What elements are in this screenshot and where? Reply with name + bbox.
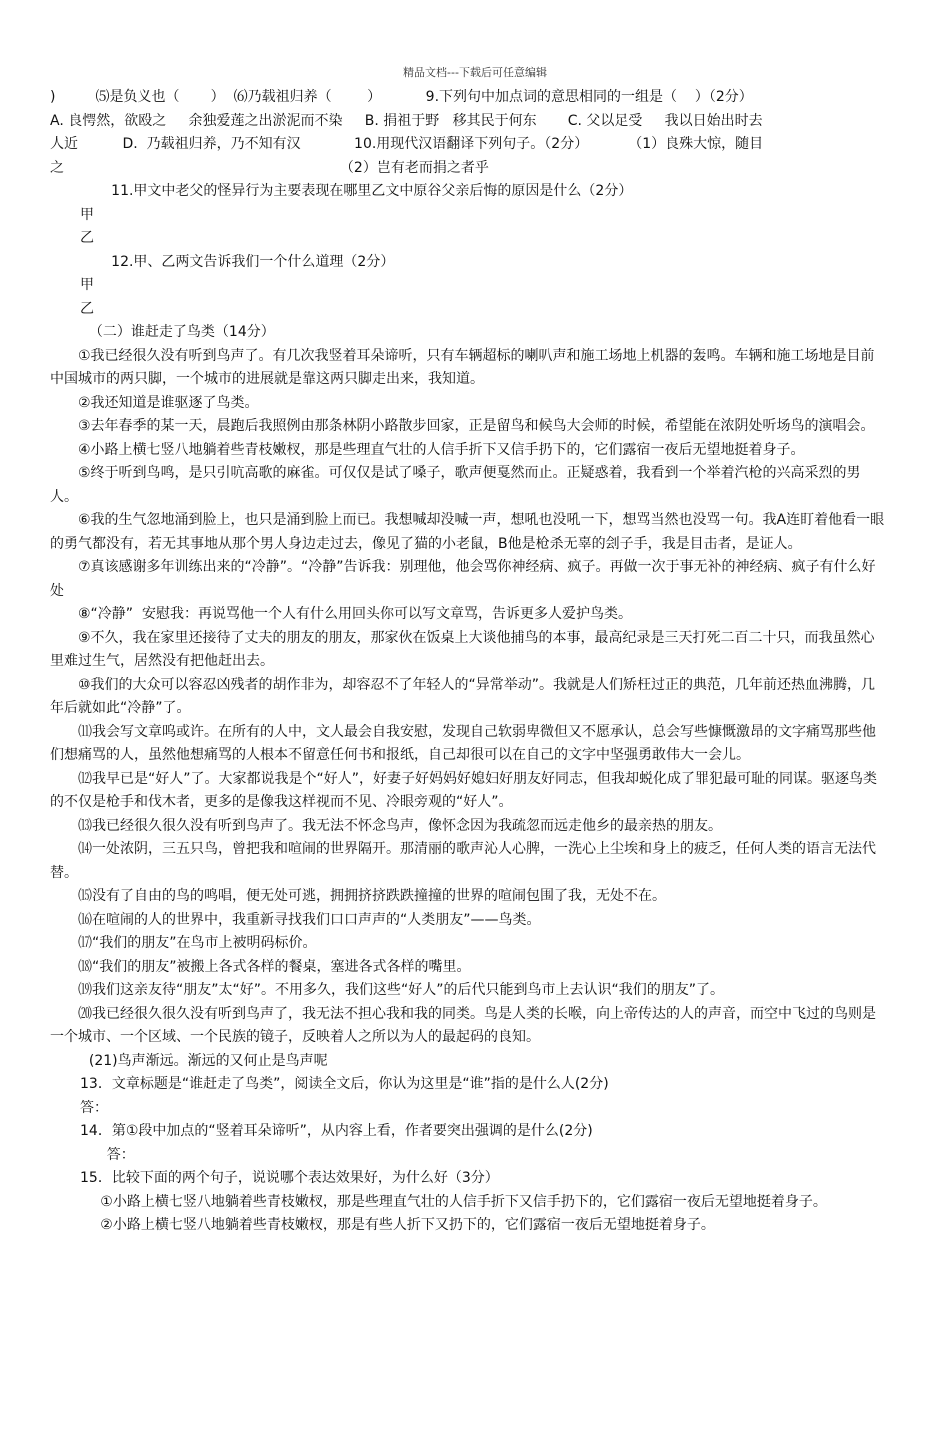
- text-paragraph: 甲: [80, 206, 94, 223]
- text-paragraph: ⒀我已经很久很久没有听到鸟声了。我无法不怀念鸟声，像怀念因为我疏忽而远走他乡的最亲热的朋友。: [78, 817, 722, 834]
- text-paragraph: 答：: [80, 1099, 108, 1116]
- text-paragraph: ⒇我已经很久很久没有听到鸟声了，我无法不担心我和我的同类。鸟是人类的长喉，向上帝传达的人的声音，而空中飞过的鸟则是一个城市、一个区域、一个民族的镜子，反映着人之所以为人的最起码的良知。: [50, 1005, 876, 1045]
- text-paragraph: 乙: [80, 230, 94, 246]
- text-paragraph: ⑥我的生气忽地涌到脸上，也只是涌到脸上而已。我想喊却没喊一声，想吼也没吼一下，想骂当然也没骂一句。我A连盯着他看一眼的勇气都没有，若无其事地从那个男人身边走过去，像见了猫的小老鼠，B他是枪杀无辜的刽子手，我是目击者，是证人。: [50, 512, 885, 552]
- text-paragraph: ③去年春季的某一天，晨跑后我照例由那条林阴小路散步回家，正是留鸟和候鸟大会师的时候，希望能在浓阴处听场鸟的演唱会。: [78, 418, 875, 434]
- text-paragraph: ⒂没有了自由的鸟的鸣唱，便无处可逃，拥拥挤挤跌跌撞撞的世界的喧闹包围了我，无处不在。: [78, 888, 666, 904]
- text-paragraph: ⒆我们这亲友待“朋友”太“好”。不用多久，我们这些“好人”的后代只能到鸟市上去认识“我们的朋友”了。: [78, 982, 725, 998]
- document-body: [50, 86, 888, 1238]
- text-paragraph: ⑩我们的大众可以容忍凶残者的胡作非为，却容忍不了年轻人的“异常举动”。我就是人们矫枉过正的典范，几年前还热血沸腾，几年后就如此“冷静”了。: [50, 676, 876, 716]
- text-paragraph: ⑨不久，我在家里还接待了丈夫的朋友的朋友，那家伙在饭桌上大谈他捕鸟的本事，最高纪录是三天打死二百二十只，而我虽然心里难过生气，居然没有把他赶出去。: [50, 629, 875, 669]
- text-paragraph: ⑾我会写文章呜或许。在所有的人中，文人最会自我安慰，发现自己软弱卑微但又不愿承认，总会写些慷慨激昂的文字痛骂那些他们想痛骂的人，虽然他想痛骂的人根本不留意任何书和报纸，自己却很可以在自己的文字中坚强勇敢伟大一会儿。: [50, 723, 876, 763]
- text-paragraph: (21)鸟声渐远。渐远的又何止是鸟声呢: [80, 1052, 328, 1069]
- text-paragraph: ) ⑸是负义也（ ） ⑹乃载祖归养（ ） 9.下列句中加点词的意思相同的一组是（ ）（2分）: [50, 89, 753, 105]
- text-paragraph: 14．第①段中加点的“竖着耳朵谛听”，从内容上看，作者要突出强调的是什么(2分): [80, 1123, 593, 1139]
- text-paragraph: A. 良愕然，欲殴之 余独爱莲之出淤泥而不染 B. 捐祖于野 移其民于何东 C. 父以足受 我以日始出时去: [50, 112, 763, 129]
- text-paragraph: ⒃在喧闹的人的世界中，我重新寻找我们口口声声的“人类朋友”——鸟类。: [78, 911, 541, 928]
- text-paragraph: （二）谁赶走了鸟类（14分）: [80, 324, 275, 340]
- text-paragraph: ⒅“我们的朋友”被搬上各式各样的餐桌，塞进各式各样的嘴里。: [78, 958, 471, 975]
- text-paragraph: ⑤终于听到鸟鸣，是只引吭高歌的麻雀。可仅仅是试了嗓子，歌声便戛然而止。正疑惑着，我看到一个举着汽枪的兴高采烈的男人。: [50, 465, 861, 505]
- text-paragraph: ①小路上横七竖八地躺着些青枝嫩杈，那是些理直气壮的人信手折下又信手扔下的，它们露宿一夜后无望地挺着身子。: [78, 1193, 827, 1210]
- text-paragraph: 人近 D. 乃载祖归养，乃不知有汉 10.用现代汉语翻译下列句子。（2分） （1）良殊大惊，随目: [50, 136, 764, 152]
- text-paragraph: ⑦真该感谢多年训练出来的“冷静”。“冷静”告诉我：别理他，他会骂你神经病、疯子。再做一次于事无补的神经病、疯子有什么好处: [50, 559, 876, 599]
- text-paragraph: ⑧“冷静” 安慰我：再说骂他一个人有什么用回头你可以写文章骂，告诉更多人爱护鸟类。: [78, 606, 632, 622]
- text-paragraph: ⒁一处浓阴，三五只鸟，曾把我和喧闹的世界隔开。那清丽的歌声沁人心脾，一洗心上尘埃和身上的疲乏，任何人类的语言无法代替。: [50, 841, 876, 881]
- text-paragraph: ⑿我早已是“好人”了。大家都说我是个“好人”，好妻子好妈妈好媳妇好朋友好同志，但我却蜕化成了罪犯最可耻的同谋。驱逐鸟类的不仅是枪手和伐木者，更多的是像我这样视而不见、冷眼旁观的“好人”。: [50, 770, 878, 810]
- text-paragraph: ②我还知道是谁驱逐了鸟类。: [78, 394, 259, 411]
- text-paragraph: 11.甲文中老父的怪异行为主要表现在哪里乙文中原谷父亲后悔的原因是什么（2分）: [80, 183, 633, 199]
- text-paragraph: 甲: [80, 277, 94, 293]
- text-paragraph: 之 （2）岂有老而捐之者乎: [50, 159, 489, 176]
- text-paragraph: ④小路上横七竖八地躺着些青枝嫩杈，那是些理直气壮的人信手折下又信手扔下的，它们露宿一夜后无望地挺着身子。: [78, 441, 805, 458]
- text-paragraph: ②小路上横七竖八地躺着些青枝嫩杈，那是有些人折下又扔下的，它们露宿一夜后无望地挺着身子。: [78, 1217, 715, 1233]
- text-paragraph: 15．比较下面的两个句子，说说哪个表达效果好，为什么好（3分）: [80, 1170, 499, 1186]
- text-paragraph: 12.甲、乙两文告诉我们一个什么道理（2分）: [80, 253, 395, 270]
- text-paragraph: 答：: [80, 1146, 135, 1163]
- page-header: 精品文档---下载后可任意编辑: [403, 66, 547, 79]
- text-paragraph: 乙: [80, 300, 94, 317]
- text-paragraph: ⒄“我们的朋友”在鸟市上被明码标价。: [78, 935, 317, 951]
- text-paragraph: 13．文章标题是“谁赶走了鸟类”，阅读全文后，你认为这里是“谁”指的是什么人(2分): [80, 1076, 609, 1092]
- text-paragraph: ①我已经很久没有听到鸟声了。有几次我竖着耳朵谛听，只有车辆超标的喇叭声和施工场地上机器的轰鸣。车辆和施工场地是目前中国城市的两只脚，一个城市的进展就是靠这两只脚走出来，我知道。: [50, 347, 875, 387]
